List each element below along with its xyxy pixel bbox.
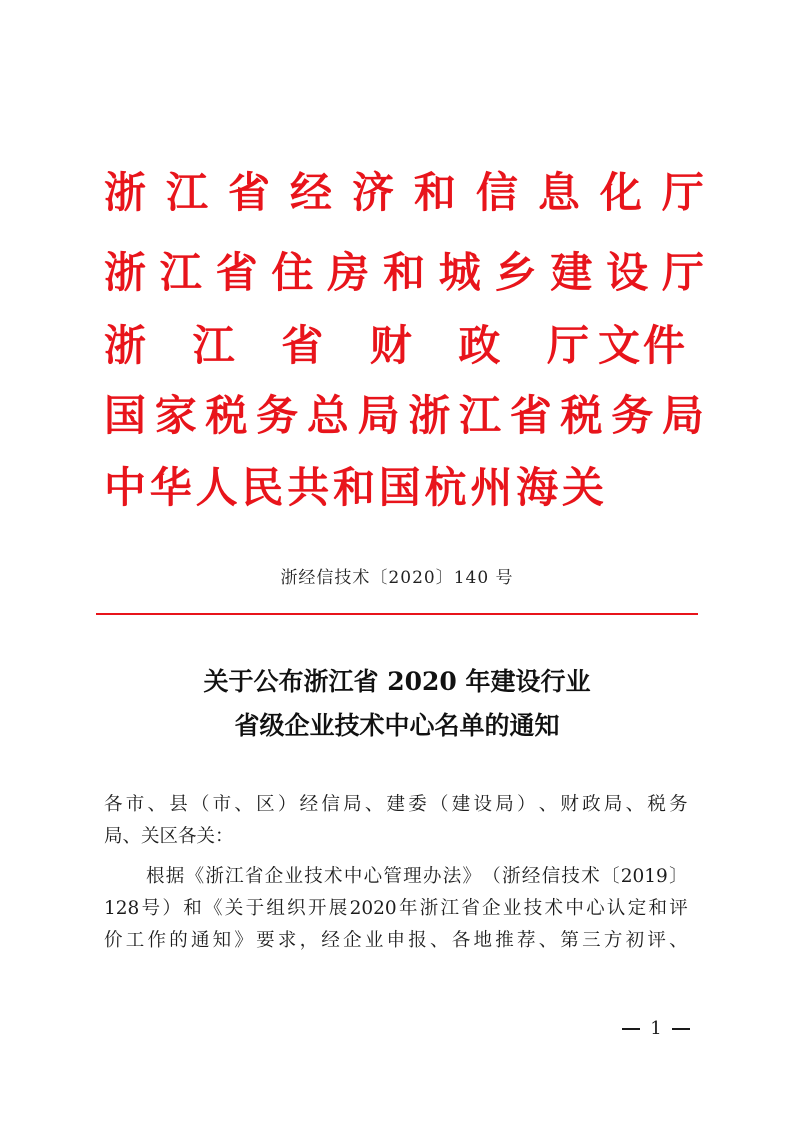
text-glyph: 市 [125, 794, 145, 815]
issuer-hangzhou-customs [104, 458, 704, 518]
text-glyph: 理 [403, 866, 422, 887]
text-glyph: 展 [328, 898, 348, 919]
text-glyph: 江 [165, 168, 208, 217]
text-glyph: 信 [321, 794, 340, 815]
text-glyph: 国 [104, 391, 147, 440]
text-glyph: 经 [521, 866, 541, 887]
text-glyph: 经 [299, 794, 319, 815]
page-number-value: 1 [650, 1018, 662, 1039]
text-glyph: 省 [461, 898, 480, 919]
text-glyph: 务 [256, 391, 299, 440]
text-glyph: 于 [245, 898, 265, 919]
text-glyph: 设 [606, 248, 649, 297]
text-glyph: （ [430, 794, 449, 815]
text-glyph: 企 [264, 866, 284, 887]
text-glyph: 求 [277, 930, 297, 951]
text-glyph: 、 [234, 794, 253, 815]
text-glyph: 中 [565, 898, 584, 919]
issuer-economy-it-department [104, 163, 704, 223]
body-paragraph-1-line-1 [104, 861, 688, 893]
text-glyph: 技 [561, 866, 580, 887]
text-glyph: 业 [284, 866, 303, 887]
text-glyph: 济 [351, 168, 394, 217]
text-glyph: 县 [169, 794, 188, 815]
text-glyph: 省 [281, 321, 324, 370]
text-glyph: 浙 [104, 248, 147, 297]
red-divider-line [96, 613, 698, 615]
text-glyph: 州 [470, 463, 513, 512]
text-glyph: 企 [482, 898, 501, 919]
text-glyph: 房 [327, 248, 370, 297]
text-glyph: 、 [669, 930, 688, 951]
text-glyph: 局 [495, 794, 514, 815]
text-glyph: 心 [363, 866, 383, 887]
text-glyph: 省 [227, 168, 270, 217]
text-glyph: 、 [147, 794, 166, 815]
text-glyph: 浙 [502, 866, 521, 887]
text-glyph: 省 [244, 866, 264, 887]
text-glyph: 术 [544, 898, 564, 919]
text-glyph: （ [482, 866, 501, 887]
text-glyph: 业 [364, 930, 384, 951]
text-glyph: 海 [516, 463, 559, 512]
text-glyph: 2019 [620, 866, 668, 887]
text-glyph: 江 [192, 321, 235, 370]
text-glyph: 城 [438, 248, 481, 297]
text-glyph: 法 [442, 866, 462, 887]
text-glyph: 初 [625, 930, 645, 951]
text-glyph: 〕 [669, 866, 688, 887]
text-glyph: 杭 [424, 463, 467, 512]
text-glyph: 和 [413, 168, 456, 217]
text-glyph: 各 [451, 930, 471, 951]
text-glyph: 和 [648, 898, 668, 919]
text-glyph: 认 [606, 898, 626, 919]
text-glyph: 务 [611, 391, 654, 440]
text-glyph: 经 [289, 168, 332, 217]
text-glyph: 和 [183, 898, 202, 919]
text-glyph: 局 [661, 391, 704, 440]
text-glyph: 江 [459, 391, 502, 440]
text-glyph: ） [162, 898, 181, 919]
dash-right [672, 1028, 690, 1030]
text-glyph: 报 [408, 930, 427, 951]
text-glyph: 术 [581, 866, 600, 887]
text-glyph: ） [516, 794, 536, 815]
text-glyph: 局 [357, 391, 400, 440]
text-glyph: 心 [586, 898, 605, 919]
text-glyph: 年 [398, 898, 418, 919]
issuer-line-1 [104, 163, 704, 223]
text-glyph: 的 [169, 930, 188, 951]
text-glyph: 、 [625, 794, 645, 815]
text-glyph: 、 [430, 930, 449, 951]
text-glyph: 方 [603, 930, 623, 951]
text-glyph: 建 [550, 248, 593, 297]
text-glyph: 、 [538, 794, 558, 815]
text-glyph: ， [299, 930, 319, 951]
text-glyph: 浙 [104, 321, 147, 370]
text-glyph: 评 [647, 930, 666, 951]
text-glyph: 家 [154, 391, 197, 440]
issuer-line-3-suffix: 文件 [598, 321, 689, 370]
issuer-line-4 [104, 386, 704, 446]
text-glyph: 政 [458, 321, 501, 370]
salutation [104, 789, 688, 853]
text-glyph: 税 [560, 391, 603, 440]
text-glyph: 市 [212, 794, 232, 815]
text-glyph: 区 [256, 794, 275, 815]
text-glyph: 局 [603, 794, 623, 815]
text-glyph: 地 [473, 930, 492, 951]
text-glyph: 局 [343, 794, 362, 815]
text-glyph: 推 [495, 930, 514, 951]
text-glyph: 江 [225, 866, 244, 887]
text-glyph: 各 [104, 794, 123, 815]
text-glyph: 厅 [661, 248, 704, 297]
text-glyph: 第 [560, 930, 579, 951]
text-glyph: 知 [212, 930, 232, 951]
text-glyph: 关 [224, 898, 244, 919]
text-glyph: 厅 [546, 321, 589, 370]
text-glyph: 住 [271, 248, 314, 297]
text-glyph: 开 [307, 898, 327, 919]
text-glyph: 乡 [494, 248, 537, 297]
issuer-line-2 [104, 243, 704, 303]
text-glyph: 省 [509, 391, 552, 440]
text-glyph: 浙 [419, 898, 439, 919]
text-glyph: 要 [256, 930, 275, 951]
text-glyph: 三 [582, 930, 601, 951]
text-glyph: 中 [104, 463, 147, 512]
document-number: 浙经信技术〔2020〕140 号 [280, 568, 514, 588]
text-glyph: 企 [343, 930, 362, 951]
text-glyph: 据 [165, 866, 185, 887]
text-glyph: ） [277, 794, 297, 815]
text-glyph: 和 [332, 463, 375, 512]
text-glyph: 财 [560, 794, 579, 815]
text-glyph: 务 [669, 794, 688, 815]
issuer-line-3 [104, 316, 589, 376]
text-glyph: 信 [475, 168, 518, 217]
text-glyph: 定 [627, 898, 647, 919]
document-title-line-2: 省级企业技术中心名单的通知 [234, 711, 560, 740]
salutation-line-2: 局、关区各关： [104, 826, 234, 847]
text-glyph: 》 [462, 866, 482, 887]
issuer-tax-bureau [104, 386, 704, 446]
text-glyph: 128 [104, 898, 140, 919]
text-glyph: 民 [241, 463, 284, 512]
text-glyph: 化 [599, 168, 642, 217]
text-glyph: 建 [386, 794, 406, 815]
text-glyph: 管 [383, 866, 402, 887]
issuer-line-5 [104, 458, 604, 518]
text-glyph: 息 [537, 168, 580, 217]
text-glyph: 税 [647, 794, 666, 815]
dash-left [622, 1028, 640, 1030]
text-glyph: 工 [125, 930, 145, 951]
text-glyph: 办 [422, 866, 442, 887]
text-glyph: 浙 [205, 866, 224, 887]
text-glyph: 技 [304, 866, 323, 887]
text-glyph: 信 [541, 866, 561, 887]
text-glyph: 政 [582, 794, 601, 815]
salutation-line-1 [104, 789, 688, 821]
body-paragraph-1 [104, 861, 688, 957]
body-paragraph-1-line-2 [104, 893, 688, 925]
text-glyph: 人 [195, 463, 238, 512]
text-glyph: 中 [343, 866, 363, 887]
body-paragraph-1-line-3 [104, 925, 688, 957]
page-number [622, 1018, 690, 1039]
text-glyph: 国 [378, 463, 421, 512]
text-glyph: 经 [321, 930, 340, 951]
text-glyph: 》 [234, 930, 253, 951]
text-glyph: 术 [324, 866, 343, 887]
document-title-line-1: 关于公布浙江省 2020 年建设行业 [203, 667, 591, 696]
text-glyph: 业 [502, 898, 522, 919]
text-glyph: 〔 [600, 866, 620, 887]
text-glyph: 关 [561, 463, 604, 512]
text-glyph: 委 [408, 794, 427, 815]
text-glyph: 建 [451, 794, 471, 815]
text-glyph: 作 [147, 930, 166, 951]
text-glyph: 申 [386, 930, 406, 951]
text-glyph: 价 [104, 930, 123, 951]
text-glyph: 设 [473, 794, 492, 815]
text-glyph: 税 [205, 391, 248, 440]
text-glyph: 《 [203, 898, 223, 919]
text-glyph: 华 [149, 463, 192, 512]
text-glyph: 荐 [516, 930, 536, 951]
text-glyph: 共 [287, 463, 330, 512]
text-glyph: 技 [523, 898, 543, 919]
text-glyph: 厅 [661, 168, 704, 217]
text-glyph: 江 [159, 248, 202, 297]
text-glyph: 号 [141, 898, 161, 919]
text-glyph: 、 [538, 930, 558, 951]
text-glyph: 通 [190, 930, 210, 951]
text-glyph: 2020 [349, 898, 397, 919]
text-glyph: 浙 [408, 391, 451, 440]
text-glyph: 和 [382, 248, 425, 297]
text-glyph: 织 [287, 898, 306, 919]
text-glyph: 组 [266, 898, 285, 919]
text-glyph: 浙 [104, 168, 147, 217]
text-glyph: 江 [440, 898, 460, 919]
text-glyph: 根 [146, 866, 165, 887]
text-glyph: 、 [364, 794, 384, 815]
text-glyph: 省 [215, 248, 258, 297]
issuer-housing-construction-department [104, 243, 704, 303]
text-glyph: 评 [669, 898, 688, 919]
text-glyph: 《 [185, 866, 205, 887]
issuer-finance-department [104, 316, 704, 376]
text-glyph: 总 [306, 391, 349, 440]
text-glyph: （ [190, 794, 210, 815]
text-glyph: 财 [369, 321, 412, 370]
